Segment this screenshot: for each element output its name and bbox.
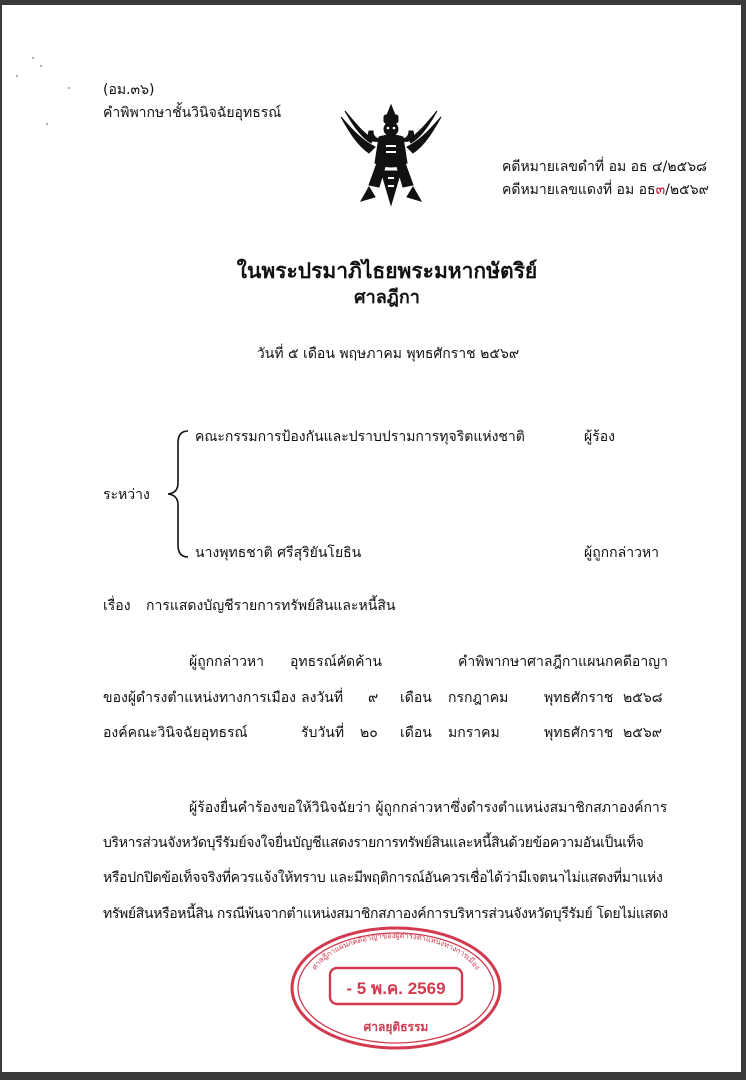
red-case-prefix: อม อธ (616, 182, 656, 198)
document-page (2, 5, 741, 1072)
appeal-row2-b: ลงวันที่ (301, 690, 344, 706)
accused-role: ผู้ถูกกล่าวหา (584, 545, 660, 561)
appeal-row2-e: กรกฎาคม (448, 690, 509, 706)
court-name: ศาลฎีกา (354, 287, 420, 308)
appeal-row3-c: ๒๐ (360, 725, 378, 741)
accused-name: นางพุทธชาติ ศรีสุริยันโยธิน (195, 545, 362, 561)
appeal-row2-f: พุทธศักราช (544, 690, 614, 706)
black-case-number (502, 158, 707, 176)
appeal-row3-d: เดือน (400, 725, 432, 741)
appeal-row2-g: ๒๕๖๘ (623, 690, 663, 706)
petitioner-name: คณะกรรมการป้องกันและปราบปรามการทุจริตแห่งชาติ (195, 429, 525, 445)
black-case-label: คดีหมายเลขดำที่ (502, 159, 605, 175)
black-case-value: อม อธ ๔/๒๕๖๘ (608, 159, 707, 175)
appeal-row2-d: เดือน (400, 690, 432, 706)
between-label: ระหว่าง (103, 487, 150, 503)
stamp-footer: ศาลยุติธรรม (363, 1020, 429, 1034)
red-case-num: ๓ (655, 182, 666, 198)
petitioner-role: ผู้ร้อง (584, 429, 615, 445)
body-line: หรือปกปิดข้อเท็จจริงที่ควรแจ้งให้ทราบ และมีพฤติการณ์อันควรเชื่อได้ว่ามีเจตนาไม่แสดงที่มาแห่ง (103, 870, 663, 886)
appeal-row2-a: ของผู้ดำรงตำแหน่งทางการเมือง (103, 690, 296, 706)
scan-speck (46, 123, 48, 125)
subject-label: เรื่อง (103, 598, 131, 614)
form-title: คำพิพากษาชั้นวินิจฉัยอุทธรณ์ (103, 105, 282, 121)
received-stamp (288, 924, 504, 1052)
scan-speck (40, 65, 42, 67)
royal-title: ในพระปรมาภิไธยพระมหากษัตริย์ (236, 259, 538, 283)
form-code: (อม.๓๖) (103, 82, 155, 98)
body-line: ทรัพย์สินหรือหนี้สิน กรณีพ้นจากตำแหน่งสมาชิกสภาองค์การบริหารส่วนจังหวัดบุรีรัมย์ โดยไม่แสดง (103, 906, 668, 922)
scan-speck (16, 75, 18, 77)
appeal-court: คำพิพากษาศาลฎีกาแผนกคดีอาญา (458, 654, 668, 670)
red-case-label: คดีหมายเลขแดงที่ (502, 182, 613, 198)
appeal-row3-g: ๒๕๖๙ (623, 725, 662, 741)
body-line: ผู้ร้องยื่นคำร้องขอให้วินิจฉัยว่า ผู้ถูกกล่าวหาซึ่งดำรงตำแหน่งสมาชิกสภาองค์การ (189, 800, 668, 816)
scan-speck (32, 57, 34, 59)
stamp-date: - 5 พ.ค. 2569 (346, 979, 446, 998)
appeal-row2-c: ๙ (368, 690, 379, 706)
stamp-arc-text: ศาลฎีกาแผนกคดีอาญาของผู้ดำรงตำแหน่งทางการเมือง (309, 931, 483, 972)
judgment-date: วันที่ ๕ เดือน พฤษภาคม พุทธศักราช ๒๕๖๙ (256, 346, 520, 362)
appeal-row3-b: รับวันที่ (301, 725, 345, 741)
appeal-action: อุทธรณ์คัดค้าน (290, 654, 382, 670)
brace-icon (162, 429, 192, 559)
subject-text: การแสดงบัญชีรายการทรัพย์สินและหนี้สิน (146, 598, 396, 614)
appeal-row3-e: มกราคม (448, 725, 500, 741)
red-case-number (502, 181, 709, 199)
body-line: บริหารส่วนจังหวัดบุรีรัมย์จงใจยื่นบัญชีแสดงรายการทรัพย์สินและหนี้สินด้วยข้อความอันเป็นเท็จ (103, 835, 644, 851)
red-case-suffix: /๒๕๖๙ (665, 182, 709, 198)
appeal-row3-a: องค์คณะวินิจฉัยอุทธรณ์ (103, 725, 248, 741)
appeal-party: ผู้ถูกกล่าวหา (189, 654, 265, 670)
scan-speck (68, 87, 70, 89)
appeal-row3-f: พุทธศักราช (544, 725, 614, 741)
garuda-emblem-icon (339, 101, 443, 209)
